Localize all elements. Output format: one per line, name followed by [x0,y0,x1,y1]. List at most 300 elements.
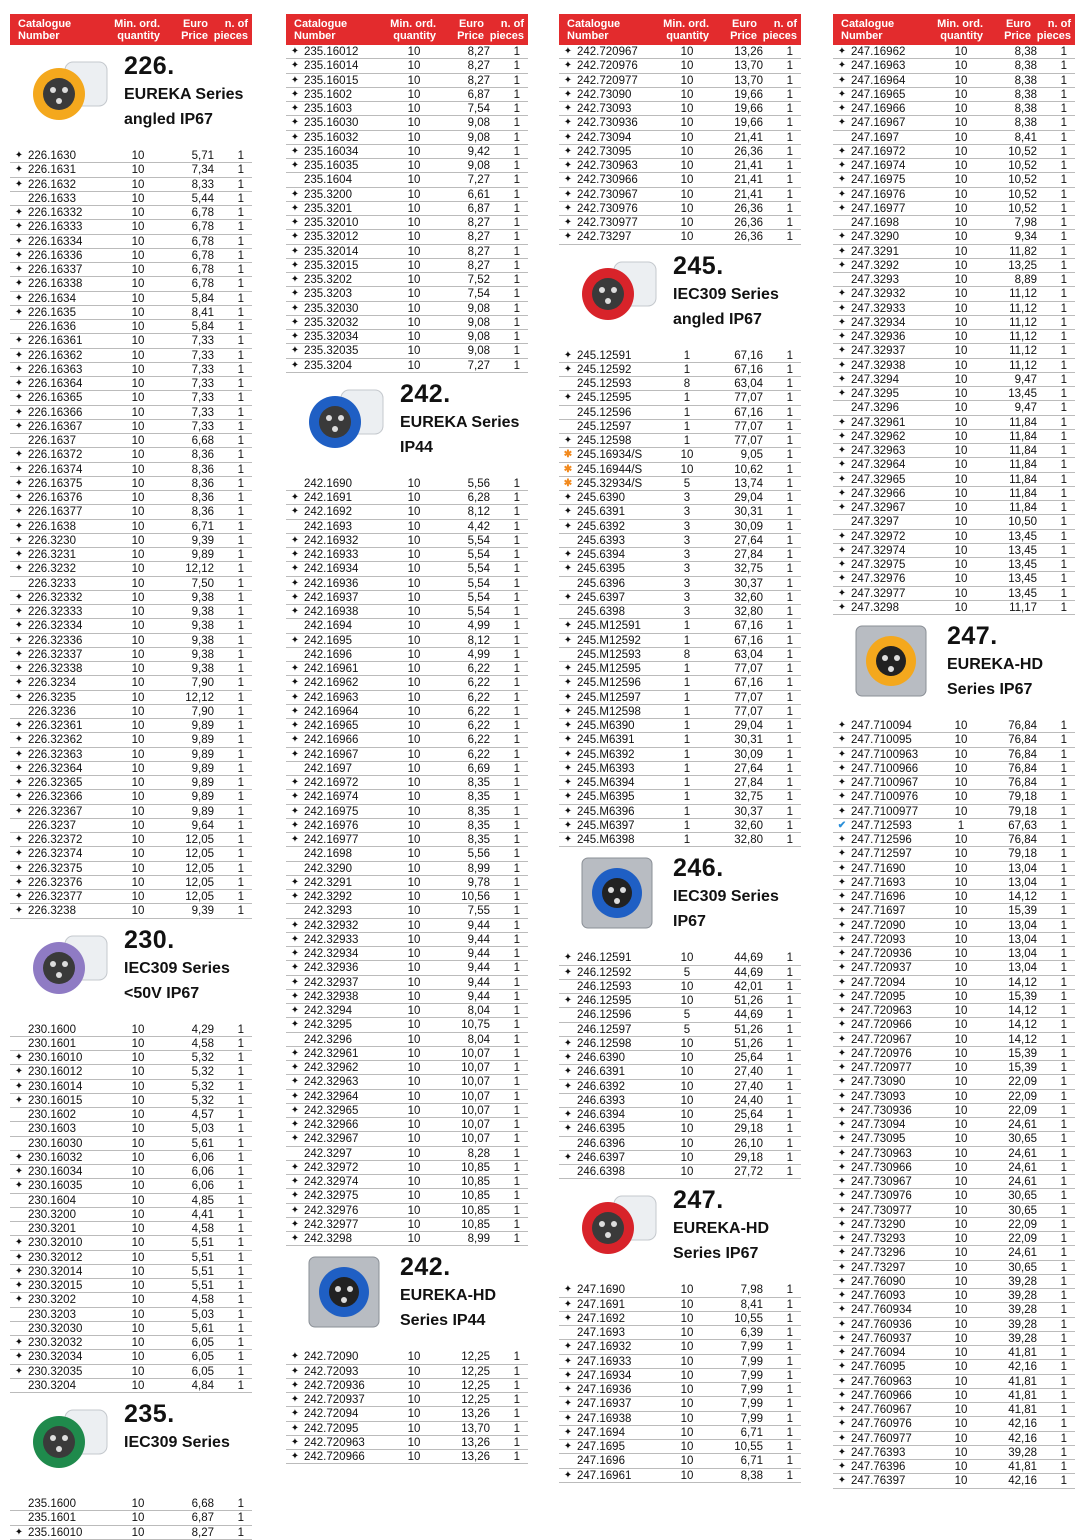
min-quantity-cell: 10 [407,131,421,144]
catalogue-number-cell: 242.32937 [304,976,359,989]
pieces-cell: 1 [237,1498,244,1510]
catalogue-number-cell: 242.32963 [304,1076,359,1089]
euro-price-cell: 27,40 [734,1066,763,1079]
catalogue-number-cell: 235.16034 [304,145,359,158]
catalogue-number-cell: 242.1695 [304,634,352,647]
euro-price-cell: 10,07 [461,1104,490,1117]
table-row [10,292,252,306]
catalogue-number-cell: 226.32377 [28,891,83,903]
min-quantity-cell: 10 [407,345,421,358]
min-quantity-cell: 10 [680,1137,694,1150]
cross-star-icon: ✦ [290,1161,300,1173]
euro-price-cell: 30,65 [1008,1133,1037,1146]
cross-star-icon: ✦ [837,1446,847,1458]
euro-price-cell: 9,78 [467,876,490,889]
pieces-cell: 1 [513,1104,520,1117]
cross-star-icon: ✦ [290,202,300,214]
euro-price-cell: 9,34 [1014,231,1037,244]
pieces-cell: 1 [1060,345,1067,358]
cross-star-icon: ✦ [563,691,573,703]
cross-star-icon [10,1308,28,1321]
pieces-cell: 1 [1060,473,1067,486]
euro-price-cell: 9,08 [467,131,490,144]
catalogue-number-cell: 230.32035 [28,1365,83,1378]
pieces-cell: 1 [786,995,793,1007]
cross-star-icon: ✦ [837,231,847,243]
min-quantity-cell: 10 [407,1047,421,1060]
table-row [559,188,801,202]
catalogue-number-cell: 242.16974 [304,791,359,804]
min-quantity-cell: 10 [131,862,145,875]
min-quantity-cell: 10 [131,1023,145,1036]
pieces-cell: 1 [1060,919,1067,932]
catalogue-number-cell: 247.730963 [851,1147,912,1160]
min-quantity-cell: 10 [954,416,968,429]
table-row [286,790,528,804]
min-quantity-cell: 3 [683,549,691,561]
catalogue-number-cell: 226.16361 [28,335,83,348]
pieces-cell: 1 [786,1441,793,1453]
pieces-cell: 1 [1060,1418,1067,1431]
table-row [559,648,801,662]
blue-socket-icon [295,1249,391,1339]
euro-price-cell: 8,04 [467,1005,490,1017]
euro-price-cell: 32,80 [734,834,763,846]
catalogue-number-cell: 247.16963 [851,60,906,73]
pieces-cell: 1 [513,1218,520,1231]
euro-price-cell: 63,04 [734,648,763,661]
pieces-cell: 1 [237,791,244,804]
pieces-cell: 1 [786,217,793,229]
cross-star-icon: ✦ [837,1176,847,1187]
cross-star-icon: ✦ [563,966,573,978]
euro-price-cell: 11,84 [1009,502,1037,514]
pieces-cell: 1 [513,848,520,861]
table-row [286,748,528,762]
pieces-cell: 1 [786,74,793,87]
min-quantity-cell: 10 [131,150,145,162]
cross-star-icon: ✦ [563,1341,573,1353]
table-row [833,74,1075,88]
min-quantity-cell: 10 [407,331,421,343]
cross-star-icon: ✦ [837,587,847,599]
min-quantity-cell: 10 [131,520,145,533]
euro-price-cell: 6,68 [191,435,214,447]
table-row [833,188,1075,202]
cross-star-icon: ✦ [14,1251,24,1263]
cross-star-icon: ✦ [290,1019,300,1031]
cross-star-icon: ✦ [837,388,847,399]
series-name: <50V IP67 [124,984,200,1002]
table-row [10,591,252,605]
catalogue-number-cell: 230.16034 [28,1166,83,1178]
cross-star-icon [833,131,851,144]
table-row [559,363,801,377]
euro-price-cell: 8,38 [1014,74,1037,87]
euro-price-cell: 8,41 [191,306,214,319]
euro-price-cell: 13,70 [461,1422,490,1435]
euro-price-cell: 79,18 [1008,805,1037,818]
euro-price-cell: 9,89 [191,762,214,775]
euro-price-cell: 30,37 [734,805,763,818]
min-quantity-cell: 10 [407,506,421,519]
green-plug-icon [19,1396,115,1486]
cross-star-icon: ✦ [290,1408,300,1420]
cross-star-icon: ✦ [290,74,300,86]
min-quantity-cell: 10 [954,516,968,529]
min-quantity-cell: 10 [131,207,145,219]
cross-star-icon: ✦ [837,288,847,300]
table-row [10,904,252,918]
catalogue-number-cell: 242.16938 [304,606,359,618]
cross-star-icon: ✦ [837,188,847,200]
min-quantity-cell: 3 [683,563,691,576]
pieces-cell: 1 [1060,1389,1067,1402]
table-row [10,1279,252,1293]
cross-star-icon: ✦ [290,563,300,575]
table-row [10,1165,252,1179]
min-quantity-cell: 10 [680,60,694,73]
euro-price-cell: 6,71 [191,520,214,533]
table-row [10,220,252,234]
cross-star-icon [286,648,304,661]
cross-star-icon: ✦ [290,1233,300,1244]
table-row [10,363,252,377]
table-row [559,1355,801,1369]
min-quantity-cell: 10 [131,1337,145,1349]
catalogue-number-cell: 226.32333 [28,606,83,618]
pieces-cell: 1 [237,1379,244,1392]
pieces-cell: 1 [237,534,244,547]
pieces-cell: 1 [786,1355,793,1368]
pieces-cell: 1 [513,131,520,144]
cross-star-icon: ✦ [837,1119,847,1130]
cross-star-icon: ✦ [837,1133,847,1145]
table-row [559,1340,801,1354]
euro-price-cell: 9,47 [1014,402,1037,415]
catalogue-number-cell: 226.32336 [28,634,83,647]
table-row [10,477,252,491]
euro-price-cell: 9,38 [191,634,214,647]
cross-star-icon: ✦ [563,1066,573,1078]
catalogue-number-cell: 247.3290 [851,231,899,244]
table-row [833,387,1075,401]
catalogue-number-cell: 242.730967 [577,188,638,201]
min-quantity-cell: 10 [407,1104,421,1117]
catalogue-number-cell: 247.1697 [851,131,899,144]
euro-price-cell: 5,51 [191,1280,214,1292]
table-row [286,1450,528,1464]
cross-star-icon: ✦ [290,876,300,888]
table-row [559,102,801,116]
euro-price-cell: 19,66 [734,103,763,115]
cross-star-icon: ✦ [290,606,300,617]
cross-star-icon: ✦ [14,748,24,760]
cross-star-icon: ✦ [290,677,300,689]
pieces-cell: 1 [513,274,520,286]
pieces-cell: 1 [786,1426,793,1439]
pieces-cell: 1 [237,876,244,889]
table-row [286,719,528,733]
pieces-cell: 1 [786,677,793,690]
cross-star-icon [286,619,304,632]
pieces-cell: 1 [1060,245,1067,258]
catalogue-number-cell: 226.3238 [28,905,76,918]
catalogue-number-cell: 247.32937 [851,345,906,358]
catalogue-number-cell: 230.16014 [28,1080,83,1093]
table-row [833,1360,1075,1374]
euro-price-cell: 9,89 [191,791,214,804]
min-quantity-cell: 1 [683,406,691,419]
table-row [10,320,252,334]
euro-price-cell: 10,52 [1008,188,1037,201]
cross-star-icon: ✦ [837,919,847,931]
pieces-cell: 1 [1060,819,1067,832]
min-quantity-cell: 10 [407,534,421,547]
min-quantity-cell: 10 [131,620,145,633]
euro-price-cell: 51,26 [734,1037,763,1050]
table-row [559,966,801,980]
catalogue-column-2 [286,14,528,1464]
min-quantity-cell: 10 [954,1133,968,1146]
pieces-cell: 1 [237,705,244,718]
pieces-cell: 1 [1060,734,1067,747]
pieces-cell: 1 [513,145,520,158]
table-row [559,88,801,102]
price-table [10,149,252,919]
table-row [286,1104,528,1118]
table-row [286,259,528,273]
euro-price-cell: 7,33 [191,363,214,376]
catalogue-number-cell: 242.720937 [304,1394,365,1406]
euro-price-cell: 9,89 [191,734,214,747]
catalogue-number-cell: 247.16933 [577,1355,632,1368]
table-row [286,1365,528,1379]
table-row [286,847,528,861]
table-row [10,1179,252,1193]
pieces-cell: 1 [1060,131,1067,144]
pieces-cell: 1 [237,1037,244,1050]
euro-price-cell: 9,39 [191,534,214,547]
pieces-cell: 1 [513,217,520,229]
min-quantity-cell: 10 [131,1526,145,1539]
red-plug-icon [568,1182,664,1272]
euro-price-cell: 7,90 [191,705,214,718]
table-row [10,1037,252,1051]
table-row [559,349,801,363]
min-quantity-cell: 10 [407,563,421,576]
euro-price-cell: 8,38 [1014,117,1037,130]
min-quantity-cell: 10 [407,160,421,172]
euro-price-cell: 7,33 [191,378,214,390]
catalogue-number-cell: 246.12593 [577,980,632,993]
min-quantity-cell: 1 [683,720,691,732]
header-n-pieces: n. of pieces [489,17,524,42]
pieces-cell: 1 [1060,217,1067,229]
table-header [833,14,1075,45]
table-row [10,548,252,562]
euro-price-cell: 10,07 [461,1133,490,1146]
catalogue-number-cell: 247.730976 [851,1190,912,1203]
catalogue-number-cell: 230.32032 [28,1337,83,1349]
pieces-cell: 1 [786,349,793,362]
table-row [559,1080,801,1094]
min-quantity-cell: 10 [680,1052,694,1064]
catalogue-number-cell: 247.1692 [577,1312,625,1325]
euro-price-cell: 10,52 [1008,202,1037,215]
table-row [10,676,252,690]
euro-price-cell: 5,32 [191,1080,214,1093]
pieces-cell: 1 [786,188,793,201]
min-quantity-cell: 10 [131,363,145,376]
pieces-cell: 1 [786,1284,793,1297]
euro-price-cell: 6,78 [191,264,214,276]
euro-price-cell: 67,16 [734,363,763,376]
min-quantity-cell: 10 [131,1251,145,1264]
cross-star-icon: ✦ [563,1355,573,1367]
table-row [10,391,252,405]
pieces-cell: 1 [513,948,520,960]
cross-star-icon: ✦ [14,1094,24,1106]
min-quantity-cell: 10 [954,791,968,804]
min-quantity-cell: 10 [680,995,694,1007]
cross-star-icon: ✦ [14,235,24,247]
euro-price-cell: 29,04 [734,492,763,504]
euro-price-cell: 9,38 [191,663,214,675]
cross-star-icon: ✦ [290,1204,300,1216]
euro-price-cell: 8,35 [467,819,490,832]
catalogue-number-cell: 242.32972 [304,1161,359,1174]
blue-socket-icon [568,850,664,940]
euro-price-cell: 9,44 [467,933,490,946]
pieces-cell: 1 [237,264,244,276]
cross-star-icon: ✦ [290,131,300,143]
cross-star-icon [10,819,28,832]
cross-star-icon: ✦ [563,1469,573,1481]
table-row [286,947,528,961]
min-quantity-cell: 10 [954,60,968,73]
min-quantity-cell: 10 [131,221,145,234]
pieces-cell: 1 [237,1023,244,1036]
table-row [559,391,801,405]
euro-price-cell: 11,84 [1009,430,1037,443]
cross-star-icon: ✦ [837,1304,847,1316]
pieces-cell: 1 [513,891,520,903]
pieces-cell: 1 [237,321,244,333]
catalogue-number-cell: 230.3200 [28,1208,76,1221]
header-min-ord-quantity: Min. ord. quantity [663,17,709,42]
catalogue-number-cell: 226.32361 [28,720,83,732]
table-row [10,805,252,819]
min-quantity-cell: 10 [680,88,694,101]
euro-price-cell: 5,84 [191,292,214,305]
catalogue-number-cell: 230.3203 [28,1308,76,1321]
min-quantity-cell: 1 [683,435,691,447]
euro-price-cell: 9,44 [467,948,490,960]
cross-star-icon: ✦ [837,373,847,385]
catalogue-number-cell: 226.32365 [28,777,83,789]
min-quantity-cell: 10 [131,1194,145,1207]
catalogue-number-cell: 247.710095 [851,734,912,747]
euro-price-cell: 22,09 [1008,1076,1037,1089]
cross-star-icon: ✦ [14,249,24,261]
euro-price-cell: 7,34 [191,164,214,177]
table-row [10,1322,252,1336]
catalogue-number-cell: 235.3204 [304,359,352,372]
min-quantity-cell: 10 [407,1233,421,1245]
catalogue-number-cell: 226.3233 [28,577,76,590]
cross-star-icon [559,1165,577,1178]
pieces-cell: 1 [513,359,520,372]
pieces-cell: 1 [1060,331,1067,343]
catalogue-number-cell: 235.16035 [304,160,359,172]
min-quantity-cell: 10 [680,145,694,158]
euro-price-cell: 10,55 [734,1312,763,1325]
euro-price-cell: 15,39 [1008,1047,1037,1060]
table-row [833,1218,1075,1232]
cross-star-icon: ✦ [837,734,847,746]
euro-price-cell: 11,12 [1009,316,1037,329]
table-row [833,1446,1075,1460]
catalogue-number-cell: 247.72095 [851,990,906,1003]
catalogue-number-cell: 226.16365 [28,392,83,405]
euro-price-cell: 6,78 [191,221,214,234]
euro-price-cell: 9,08 [467,345,490,358]
catalogue-number-cell: 242.3296 [304,1033,352,1046]
table-row [10,862,252,876]
product-image [10,919,124,1015]
cross-star-icon: ✦ [14,363,24,375]
section-header [559,245,801,349]
pieces-cell: 1 [1060,1375,1067,1388]
table-row [833,1018,1075,1032]
checkmark-icon: ✔ [837,819,847,831]
pieces-cell: 1 [786,463,793,476]
catalogue-number-cell: 242.720976 [577,60,638,73]
pieces-cell: 1 [786,748,793,761]
euro-price-cell: 4,85 [191,1194,214,1207]
min-quantity-cell: 10 [407,891,421,903]
euro-price-cell: 8,36 [191,463,214,476]
cross-star-icon: ✦ [14,1237,24,1249]
cross-star-icon: ✦ [837,762,847,774]
pieces-cell: 1 [513,302,520,315]
catalogue-number-cell: 247.32966 [851,487,906,500]
euro-price-cell: 8,35 [467,805,490,818]
euro-price-cell: 9,08 [467,117,490,130]
euro-price-cell: 24,61 [1008,1147,1037,1160]
pieces-cell: 1 [786,1327,793,1339]
pieces-cell: 1 [513,905,520,918]
euro-price-cell: 51,26 [734,995,763,1007]
catalogue-number-cell: 242.16963 [304,691,359,704]
min-quantity-cell: 10 [680,1469,694,1482]
table-row [833,1232,1075,1246]
pieces-cell: 1 [786,620,793,633]
min-quantity-cell: 10 [680,1426,694,1439]
min-quantity-cell: 10 [954,288,968,301]
table-row [10,819,252,833]
euro-price-cell: 7,33 [191,406,214,419]
euro-price-cell: 24,61 [1008,1119,1037,1131]
pieces-cell: 1 [786,1369,793,1382]
cross-star-icon: ✦ [837,1005,847,1016]
cross-star-icon: ✦ [837,1389,847,1401]
pieces-cell: 1 [513,492,520,504]
catalogue-number-cell: 247.73094 [851,1119,906,1131]
pieces-cell: 1 [786,363,793,376]
euro-price-cell: 13,45 [1008,587,1037,600]
